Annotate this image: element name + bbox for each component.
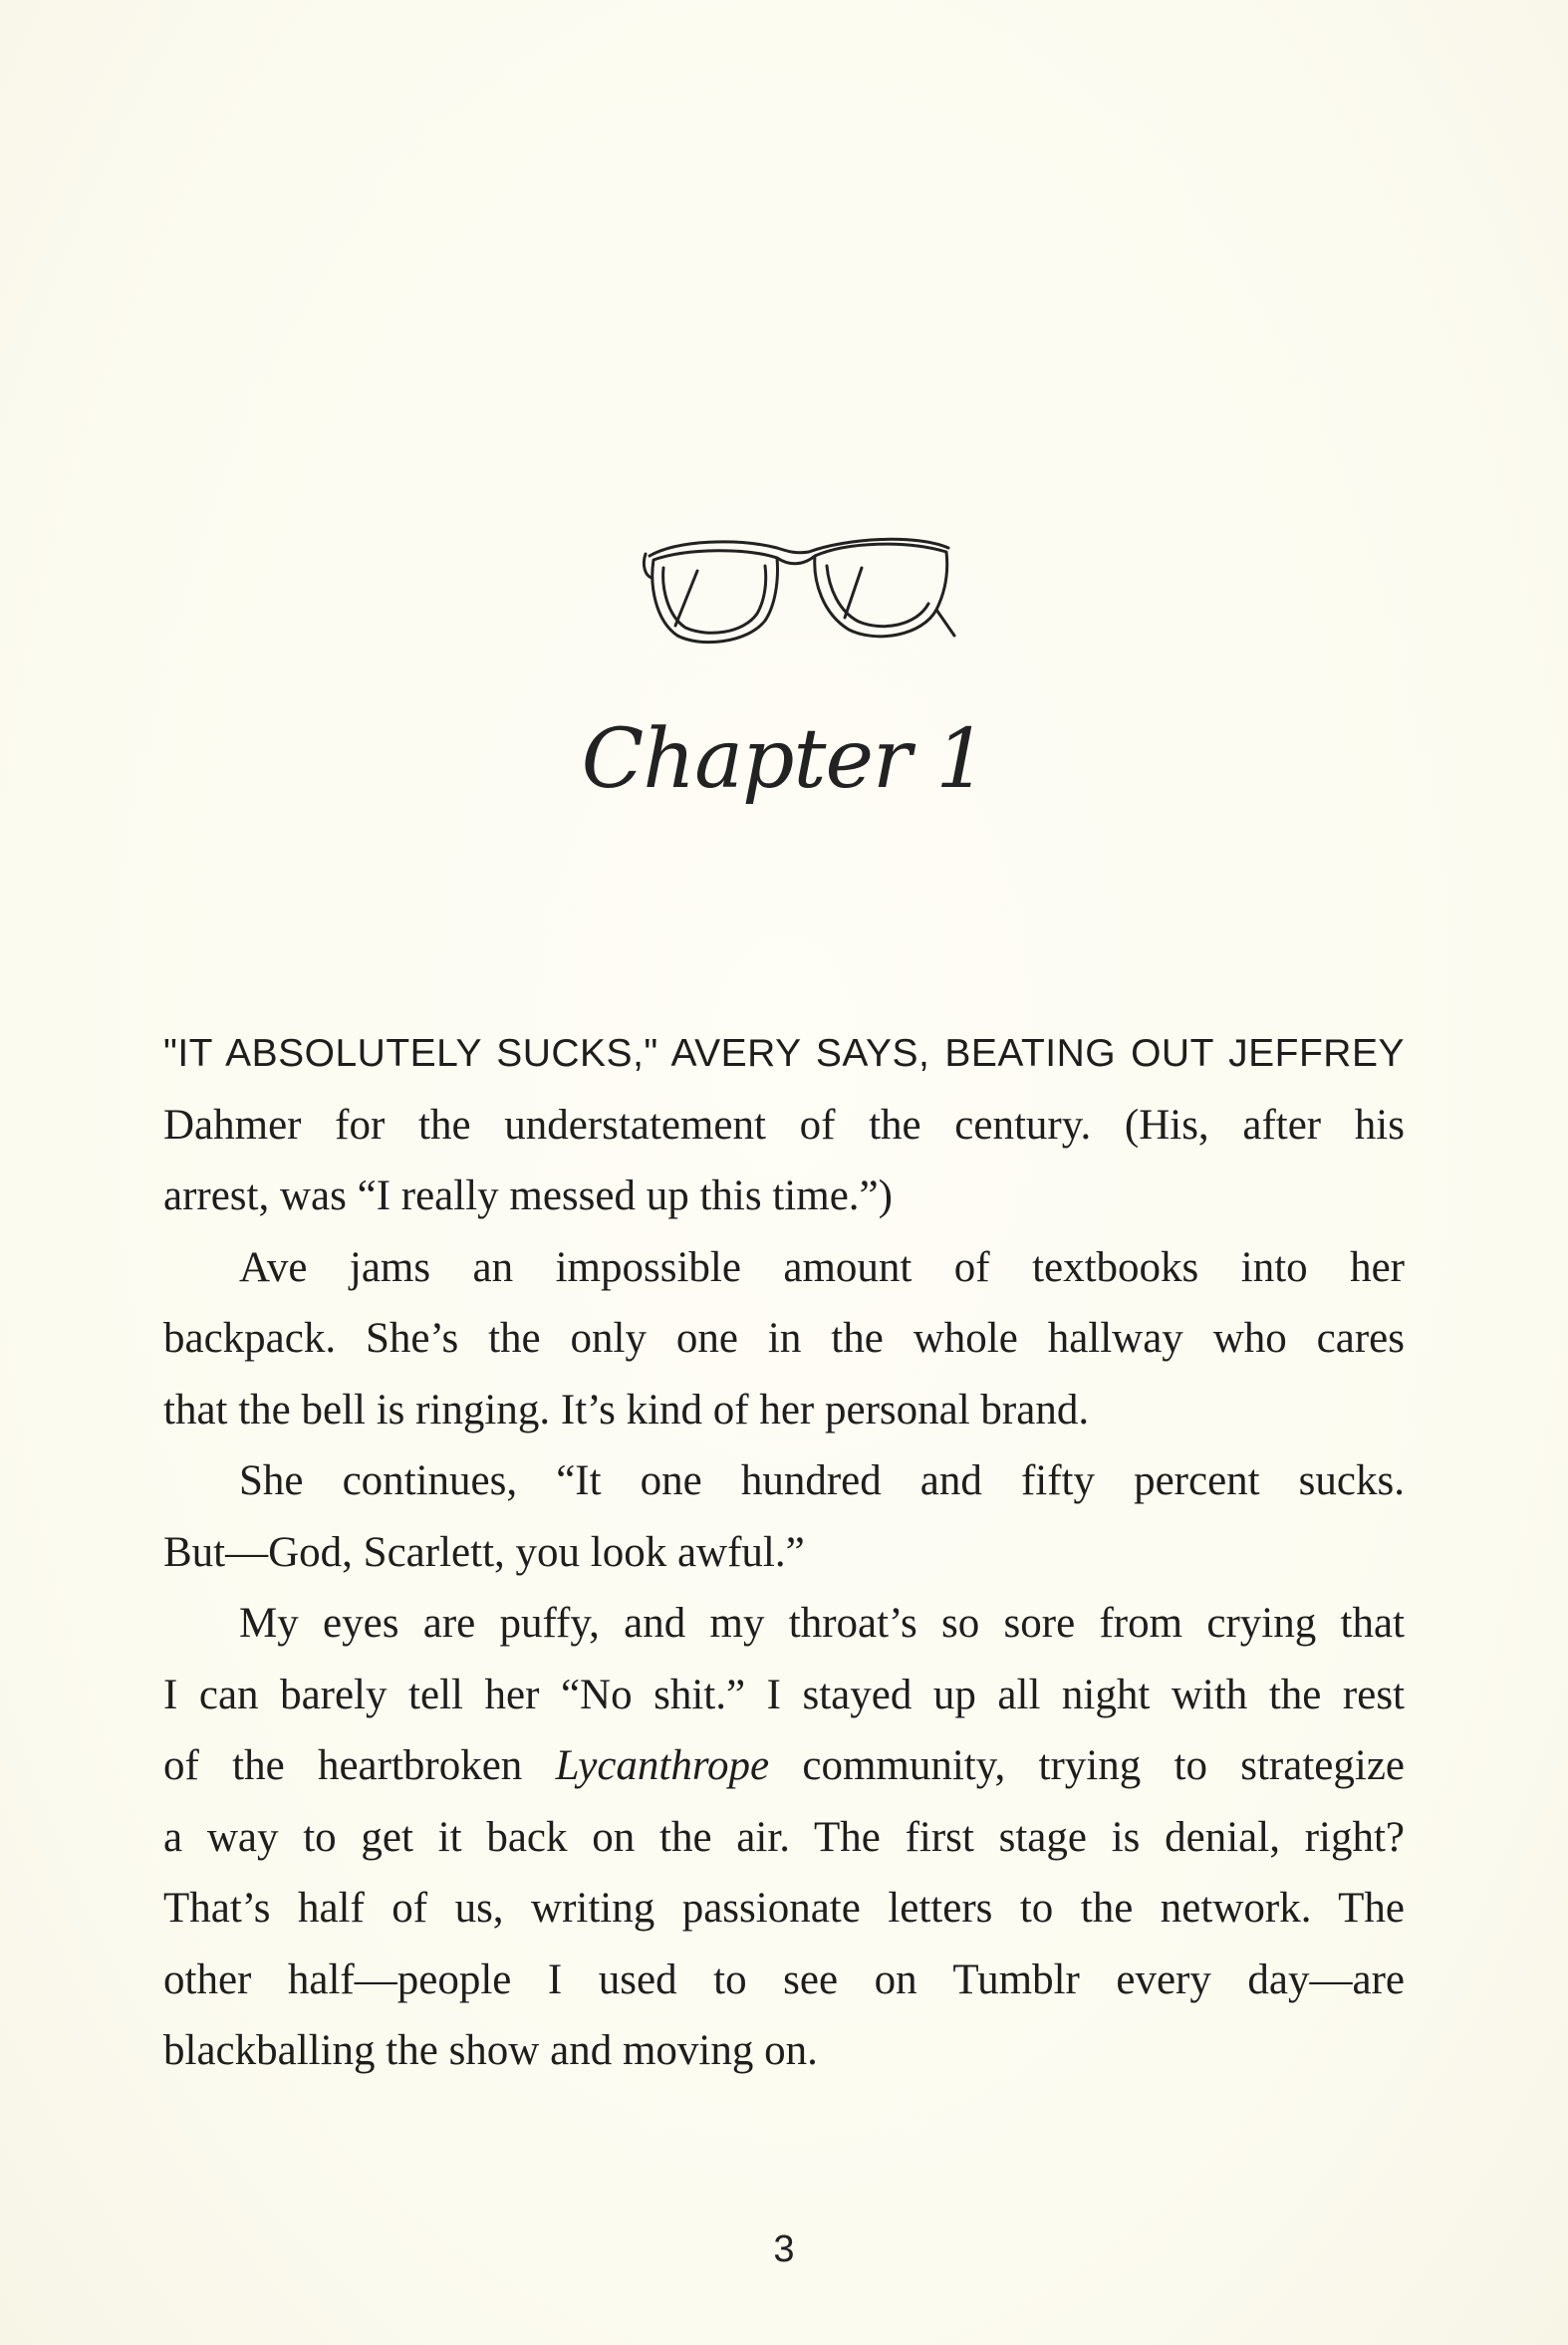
eyeglasses-icon (638, 526, 961, 651)
text-line-12: a way to get it back on the air. The first stage is denial, right? (163, 1813, 1405, 1861)
text-line-11-end: community, trying to strategize (769, 1742, 1405, 1789)
text-line-11 (163, 1730, 1405, 1802)
body-text (163, 1018, 1405, 2087)
text-line-7: She continues, “It one hundred and fifty percent sucks. (239, 1457, 1405, 1504)
text-line-5: backpack. She’s the only one in the whole hallway who cares (163, 1315, 1405, 1362)
text-line-3: arrest, was “I really messed up this time.”) (163, 1172, 893, 1219)
text-line-11-start: of the heartbroken (163, 1742, 556, 1789)
page-number: 3 (773, 2228, 795, 2270)
text-line-1: "IT ABSOLUTELY SUCKS," AVERY SAYS, BEATING OUT JEFFREY (163, 1032, 1405, 1075)
text-line-9: My eyes are puffy, and my throat’s so sore from crying that (239, 1600, 1405, 1647)
text-line-10: I can barely tell her “No shit.” I stayed up all night with the rest (163, 1671, 1405, 1718)
text-line-14: other half—people I used to see on Tumblr every day—are (163, 1955, 1405, 2003)
text-line-6: that the bell is ringing. It’s kind of her personal brand. (163, 1386, 1090, 1433)
text-line-13: That’s half of us, writing passionate letters to the network. The (163, 1885, 1405, 1932)
chapter-title: Chapter 1 (581, 712, 987, 807)
show-title: Lycanthrope (555, 1742, 770, 1789)
text-line-2: Dahmer for the understatement of the century. (His, after his (163, 1101, 1405, 1149)
text-line-8: But—God, Scarlett, you look awful.” (163, 1528, 805, 1576)
text-line-15: blackballing the show and moving on. (163, 2027, 818, 2074)
text-line-4: Ave jams an impossible amount of textbooks into her (239, 1243, 1405, 1291)
